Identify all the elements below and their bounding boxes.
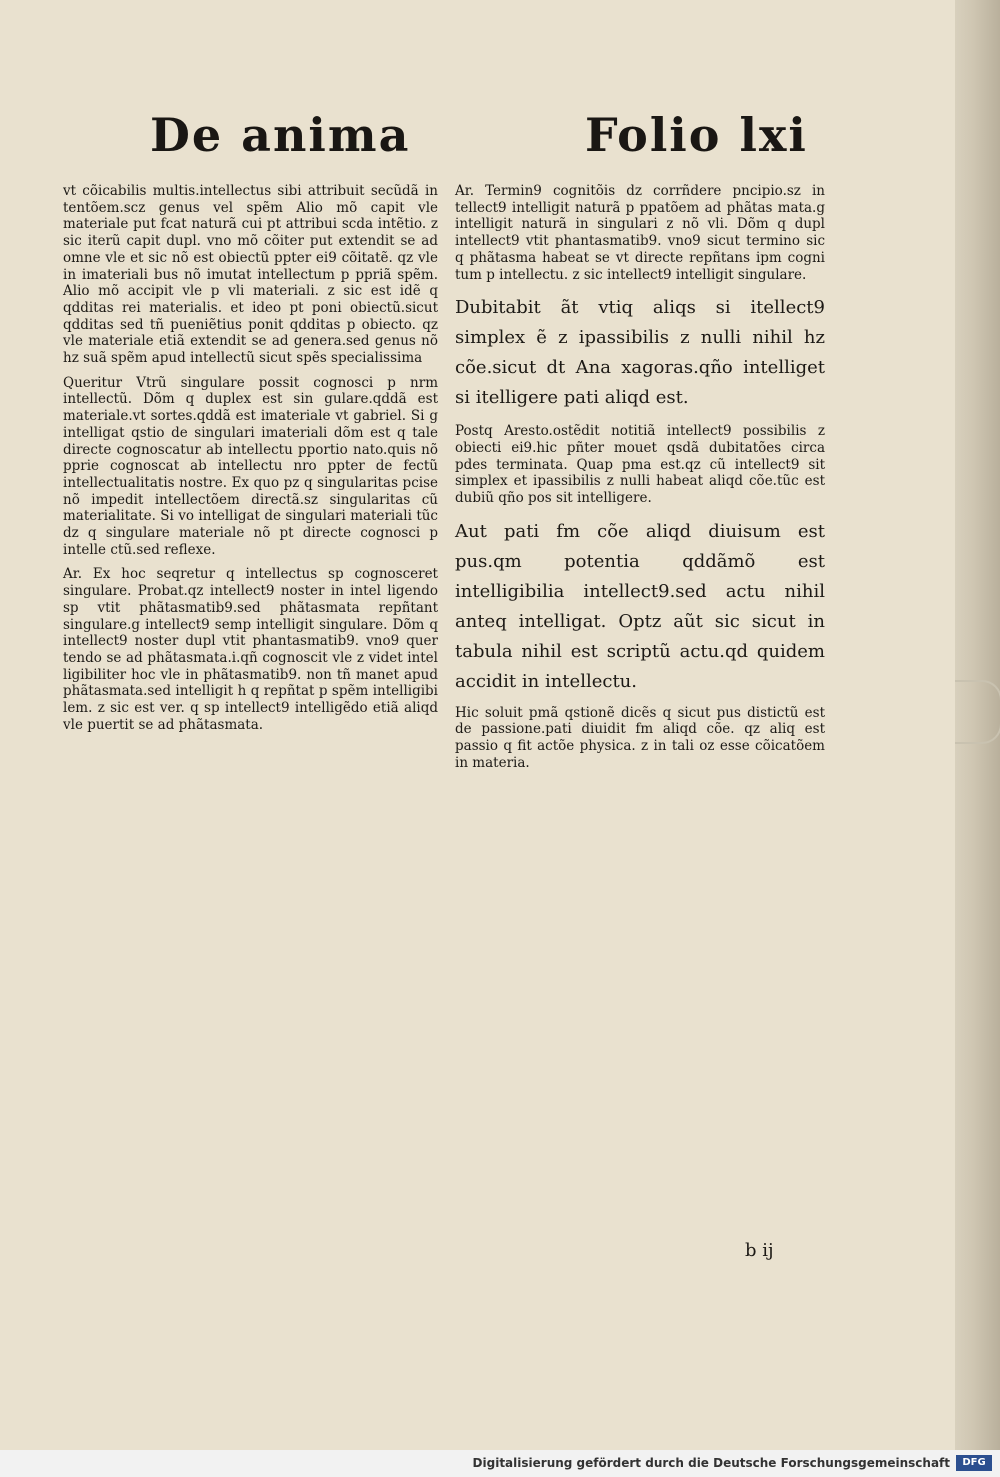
right-column	[455, 183, 825, 772]
footer-credit: Digitalisierung gefördert durch die Deutsche Forschungsgemeinschaft	[472, 1456, 950, 1470]
text-passage: Dubitabit ãt vtiq aliqs si itellect9 simplex ẽ z ipassibilis z nulli nihil hz cõe.sicut dt Ana xagoras.qño intelliget si itelligere pati aliqd est.	[455, 297, 825, 409]
left-column	[63, 183, 438, 734]
paragraph: vt cõicabilis multis.intellectus sibi attribuit secũdã in tentõem.scz genus vel spẽm Alio mõ capit vle materiale put fcat naturã cui pt attribui scda intẽtio. z sic iterũ capit dupl. vno mõ cõiter put extendit se ad omne vle et sic nõ est obiectũ ppter ei9 cõitatẽ. qz vle in imateriali bus nõ imutat intellectum p ppriã spẽm. Alio mõ accipit vle p vli materiali. z sic est idẽ q qdditas rei materialis. et ideo pt poni obiectũ.sicut qdditas sed tñ pueniẽtius ponit qdditas p obiecto. qz vle materiale etiã extendit se ad genera.sed genus nõ hz suã spẽm apud intellectũ sicut spẽs specialissima	[63, 183, 438, 367]
paragraph: Postq Aresto.ostẽdit notitiã intellect9 possibilis z obiecti ei9.hic pñter mouet qsdã dubitatões circa pdes terminata. Quap pma est.qz cũ intellect9 sit simplex et ipassibilis z nulli habeat aliqd cõe.tũc est dubiũ qño pos sit intelligere.	[455, 423, 825, 507]
paragraph: Ar. Termin9 cognitõis dz corrñdere pncipio.sz in tellect9 intelligit naturã p ppatõem ad phãtas mata.g intelligit naturã in singulari z nõ vli. Dõm q dupl intellect9 vtit phantasmatib9. vno9 sicut termino sic q phãtasma habeat se vt directe repñtans ipm cogni tum p intellectu. z sic intellect9 intelligit singulare.	[455, 183, 825, 283]
dfg-logo: DFG	[956, 1455, 992, 1471]
running-head-left: De anima	[150, 108, 411, 162]
text-passage: Aut pati fm cõe aliqd diuisum est pus.qm potentia qddãmõ est intelligibilia intellect9.sed actu nihil anteq intelligat. Optz aũt sic sicut in tabula nihil est scriptũ actu.qd quidem accidit in intellectu.	[455, 520, 825, 692]
running-head-right: Folio lxi	[585, 108, 808, 162]
footer-bar	[0, 1450, 1000, 1477]
paragraph: Queritur Vtrũ singulare possit cognosci p nrm intellectũ. Dõm q duplex est sin gulare.qddã est materiale.vt sortes.qddã est imateriale vt gabriel. Si g intelligat qstio de singulari imateriali dõm est q tale directe cognoscatur ab intellectu pportio nato.quis nõ pprie cognoscat ab intellectu nro ppter de fectũ intellectualitatis nostre. Ex quo pz q singularitas pcise nõ impedit intellectõem directã.sz singularitas cũ materialitate. Si vo intelligat de singulari materiali tũc dz q singulare materiale nõ pt directe cognosci p intelle ctũ.sed reflexe.	[63, 374, 438, 558]
paragraph: Hic soluit pmã qstionẽ dicẽs q sicut pus distictũ est de passione.pati diuidit fm aliqd cõe. qz aliq est passio q fit actõe physica. z in tali oz esse cõicatõem in materia.	[455, 704, 825, 771]
paragraph: Ar. Ex hoc seqretur q intellectus sp cognosceret singulare. Probat.qz intellect9 noster in intel ligendo sp vtit phãtasmatib9.sed phãtasmata repñtant singulare.g intellect9 semp intelligit singulare. Dõm q intellect9 noster dupl vtit phantasmatib9. vno9 quer tendo se ad phãtasmata.i.qñ cognoscit vle z videt intel ligibiliter hoc vle in phãtasmatib9. non tñ manet apud phãtasmata.sed intelligit h q repñtat p spẽm intelligibi lem. z sic est ver. q sp intellect9 intelligẽdo etiã aliqd vle puertit se ad phãtasmata.	[63, 566, 438, 733]
signature-mark: b ij	[745, 1240, 774, 1261]
page-clip	[955, 680, 1000, 744]
